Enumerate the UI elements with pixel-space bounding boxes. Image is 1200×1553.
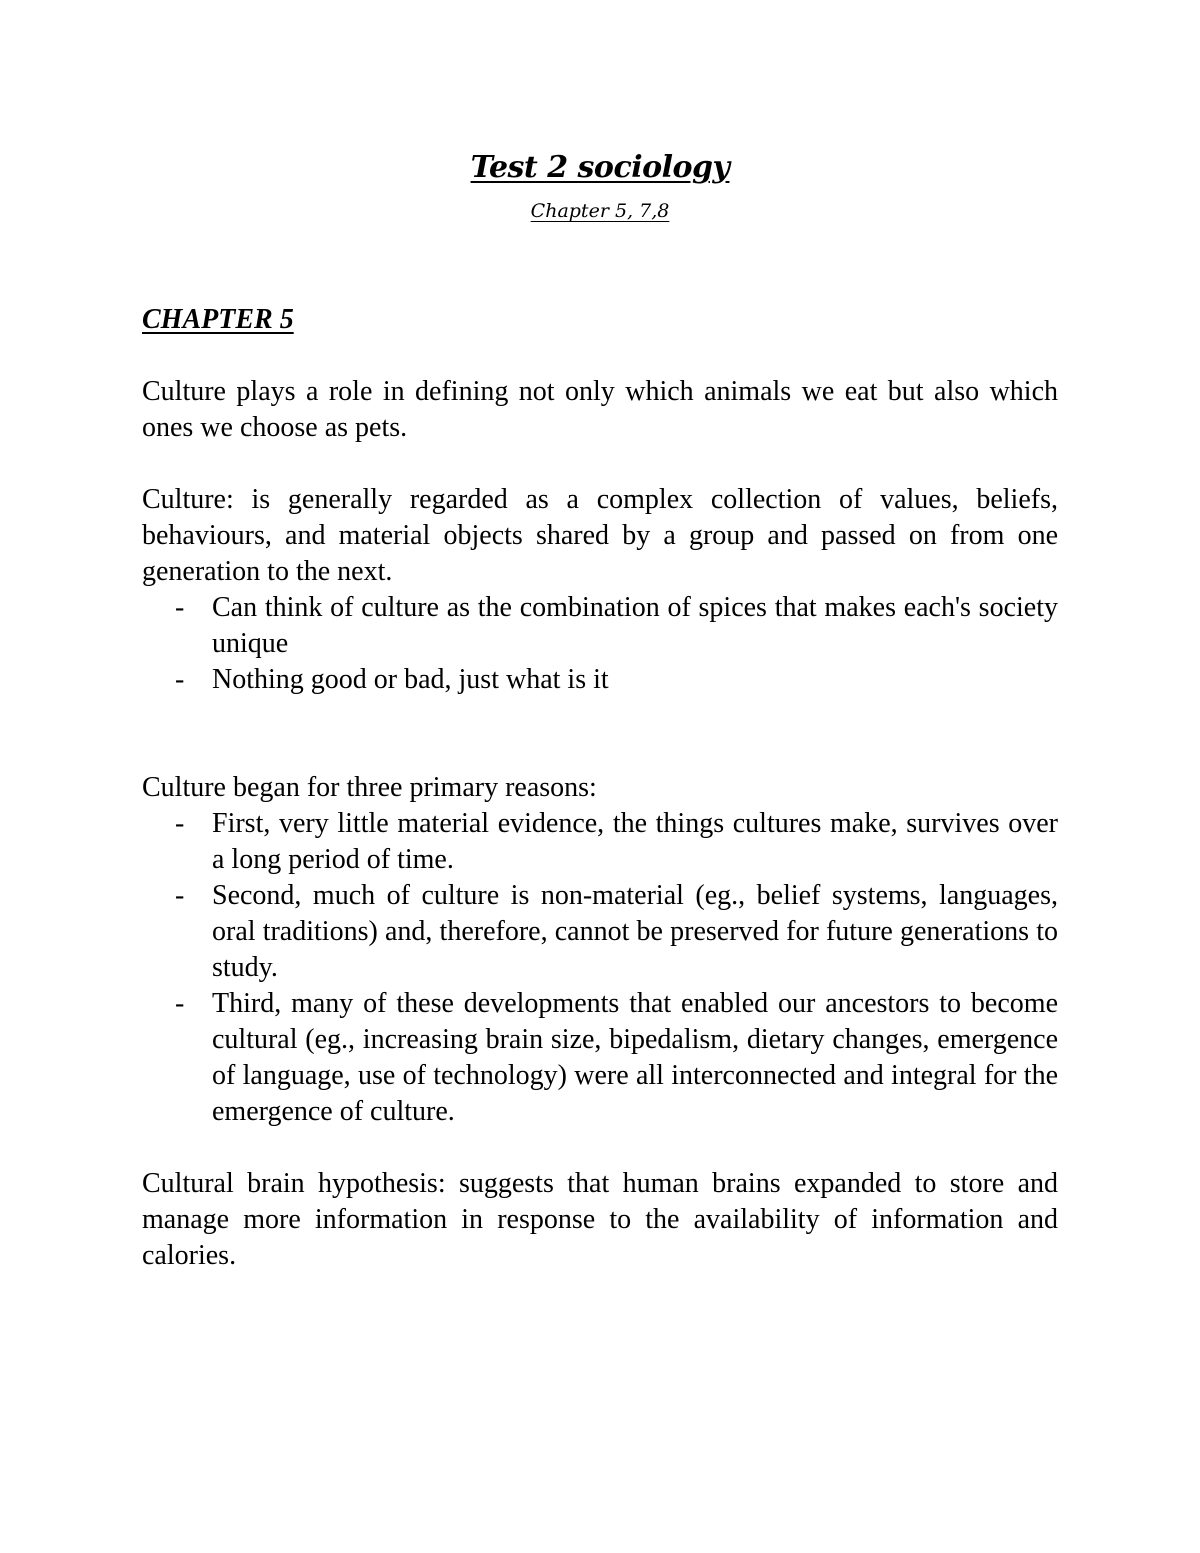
list-item bbox=[142, 590, 1058, 662]
document-body bbox=[142, 302, 1058, 1274]
list-item-text: Nothing good or bad, just what is it bbox=[212, 664, 609, 695]
definition-paragraph: Culture: is generally regarded as a complex collection of values, beliefs, behaviours, and material objects shared by a group and passed on from one generation to the next. bbox=[142, 484, 1058, 587]
list-item-text: Can think of culture as the combination of spices that makes each's society unique bbox=[212, 592, 1058, 659]
list-item-text: Second, much of culture is non-material (eg., belief systems, languages, oral traditions) and, therefore, cannot be preserved for future generations to study. bbox=[212, 880, 1058, 983]
list-item-text: Third, many of these developments that enabled our ancestors to become cultural (eg., increasing brain size, bipedalism, dietary changes, emergence of language, use of technology) were all interconnected and integral for the emergence of culture. bbox=[212, 988, 1058, 1127]
list-item bbox=[142, 878, 1058, 986]
dash-bullet: - bbox=[175, 880, 185, 911]
dash-bullet: - bbox=[175, 592, 185, 623]
dash-bullet: - bbox=[175, 664, 185, 695]
intro-paragraph: Culture plays a role in defining not only which animals we eat but also which ones we choose as pets. bbox=[142, 376, 1058, 443]
dash-bullet: - bbox=[175, 808, 185, 839]
definition-bullet-list bbox=[142, 590, 1058, 698]
list-item bbox=[142, 806, 1058, 878]
chapter-heading: CHAPTER 5 bbox=[142, 304, 294, 335]
list-item bbox=[142, 986, 1058, 1130]
list-item-text: First, very little material evidence, the things cultures make, survives over a long period of time. bbox=[212, 808, 1058, 875]
document-title: Test 2 sociology bbox=[470, 150, 730, 185]
document-subtitle: Chapter 5, 7,8 bbox=[530, 200, 670, 222]
reasons-intro: Culture began for three primary reasons: bbox=[142, 772, 597, 803]
list-item bbox=[142, 662, 1058, 698]
hypothesis-paragraph: Cultural brain hypothesis: suggests that human brains expanded to store and manage more information in response to the availability of information and calories. bbox=[142, 1168, 1058, 1271]
dash-bullet: - bbox=[175, 988, 185, 1019]
reasons-bullet-list bbox=[142, 806, 1058, 1130]
